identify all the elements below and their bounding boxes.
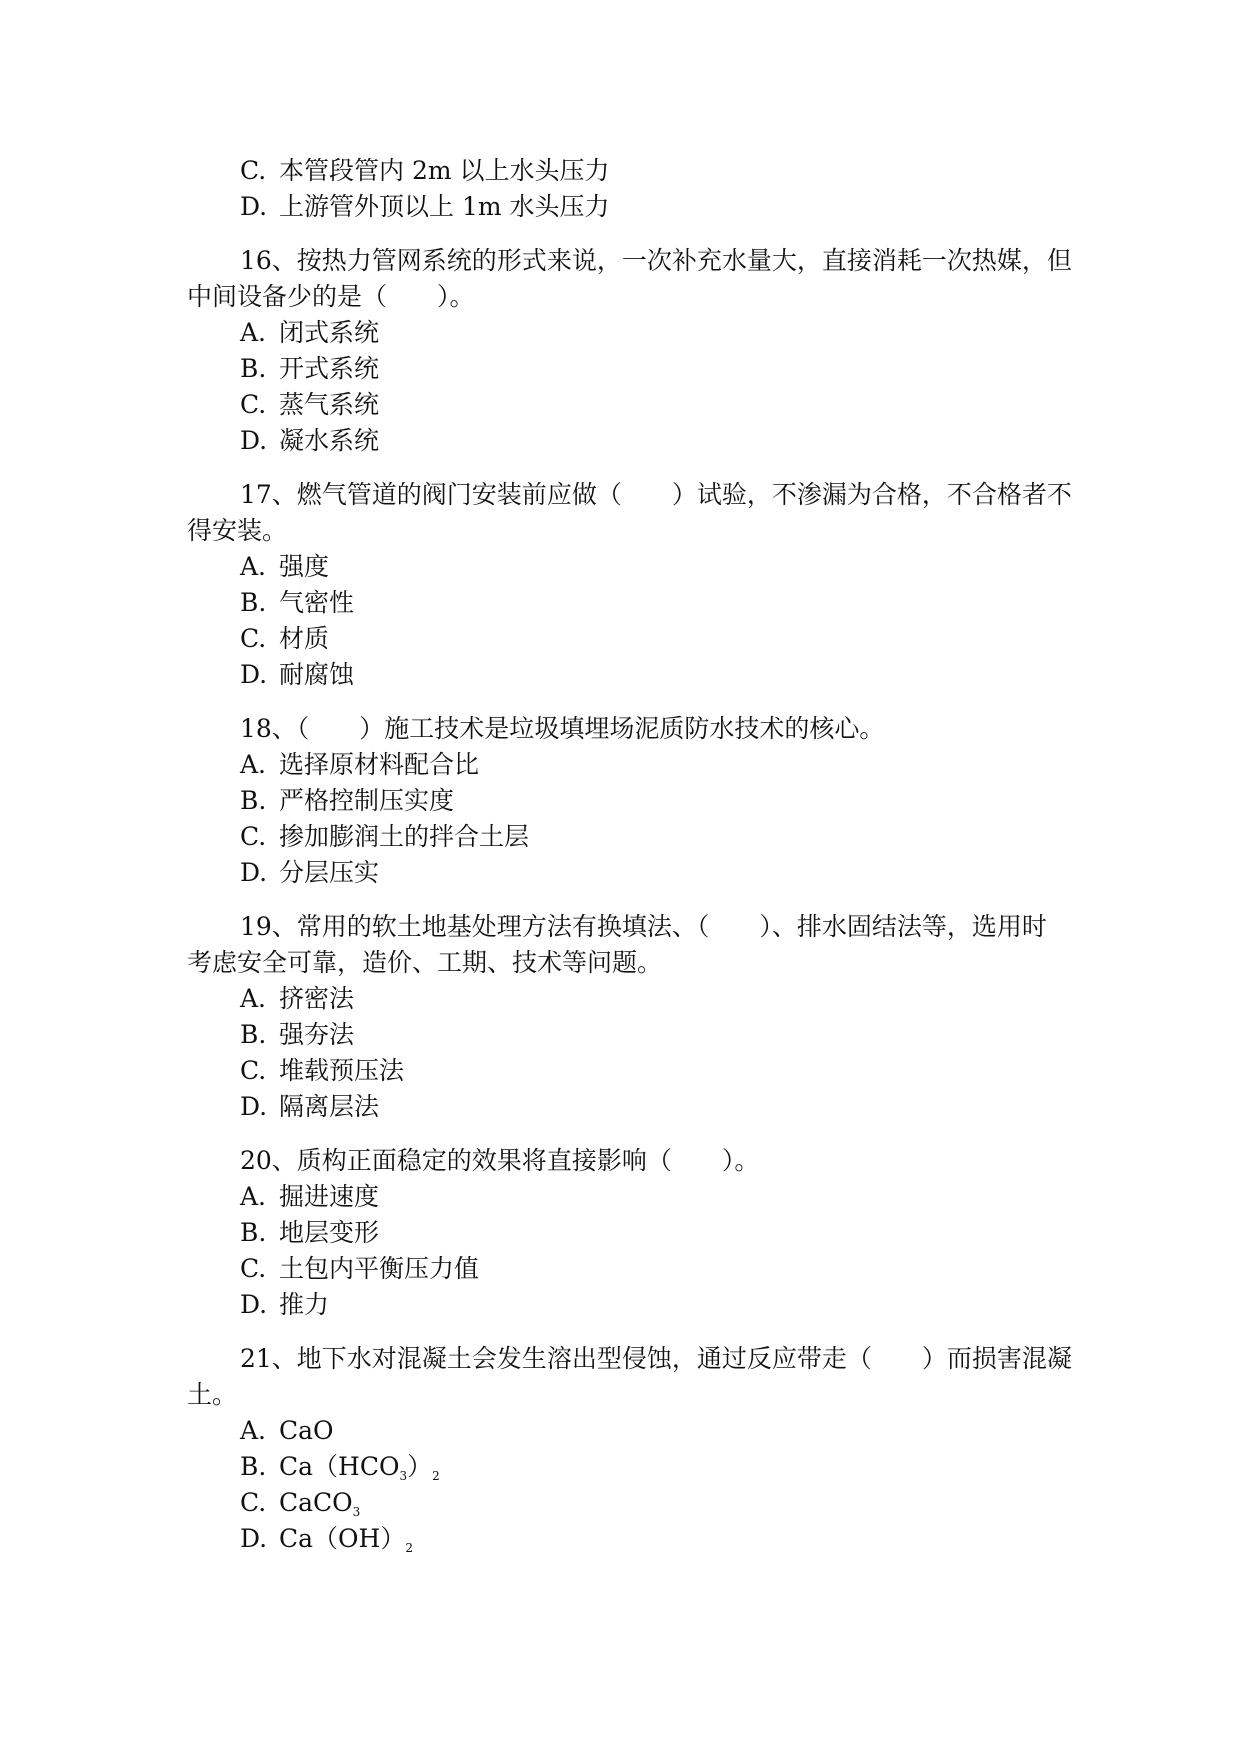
question-stem-line: 土。 xyxy=(187,1380,238,1409)
option-label: B. xyxy=(240,786,267,815)
option-item xyxy=(187,783,1067,819)
option-item xyxy=(187,1179,1067,1215)
option-text: 强度 xyxy=(279,552,330,581)
option-text: 掺加膨润土的拌合土层 xyxy=(279,822,530,851)
option-item xyxy=(187,1485,1067,1521)
continued-options xyxy=(187,153,1067,225)
option-label: C. xyxy=(240,1254,267,1283)
option-label: C. xyxy=(240,156,267,185)
question-20 xyxy=(187,1143,1067,1323)
formula-part: CaCO xyxy=(279,1488,353,1517)
option-label: B. xyxy=(240,1020,267,1049)
option-item xyxy=(187,1017,1067,1053)
option-label: C. xyxy=(240,822,267,851)
option-item xyxy=(187,1449,1067,1485)
option-label: D. xyxy=(240,858,268,887)
option-label: D. xyxy=(240,1092,268,1121)
question-17 xyxy=(187,477,1072,693)
option-item xyxy=(187,351,1067,387)
question-stem-line: 18、（ ）施工技术是垃圾填埋场泥质防水技术的核心。 xyxy=(240,714,885,743)
option-item xyxy=(187,819,1067,855)
option-text xyxy=(279,1488,360,1517)
option-label: A. xyxy=(240,1416,267,1445)
option-text: 推力 xyxy=(279,1290,330,1319)
option-text: 本管段管内 2m 以上水头压力 xyxy=(279,156,610,185)
option-label: A. xyxy=(240,1182,267,1211)
option-item xyxy=(187,549,1067,585)
question-stem-line: 考虑安全可靠，造价、工期、技术等问题。 xyxy=(187,948,663,977)
option-item xyxy=(187,387,1067,423)
formula-subscript: 2 xyxy=(405,1541,413,1555)
formula-subscript: 3 xyxy=(399,1469,408,1483)
question-18 xyxy=(187,711,1067,891)
option-item xyxy=(187,423,1067,459)
option-item xyxy=(187,1251,1067,1287)
option-label: A. xyxy=(240,318,267,347)
option-text: 分层压实 xyxy=(279,858,380,887)
option-text xyxy=(279,1452,440,1481)
option-text: 堆载预压法 xyxy=(279,1056,405,1085)
option-text: 隔离层法 xyxy=(279,1092,380,1121)
option-item xyxy=(187,621,1067,657)
question-21 xyxy=(187,1341,1072,1557)
option-label: B. xyxy=(240,588,267,617)
option-item xyxy=(187,315,1067,351)
formula-subscript: 3 xyxy=(352,1505,361,1519)
option-item xyxy=(187,855,1067,891)
option-text: 上游管外顶以上 1m 水头压力 xyxy=(279,192,610,221)
option-text: 强夯法 xyxy=(279,1020,355,1049)
question-stem-line: 21、地下水对混凝土会发生溶出型侵蚀，通过反应带走（ ）而损害混凝 xyxy=(240,1344,1072,1373)
question-19 xyxy=(187,909,1067,1125)
option-label: A. xyxy=(240,552,267,581)
option-text: CaO xyxy=(279,1416,334,1445)
formula-part: ） xyxy=(407,1452,433,1481)
option-text: 材质 xyxy=(279,624,330,653)
option-label: C. xyxy=(240,390,267,419)
formula-subscript: 2 xyxy=(432,1469,440,1483)
option-label: C. xyxy=(240,1056,267,1085)
option-text: 严格控制压实度 xyxy=(279,786,455,815)
option-label: D. xyxy=(240,660,268,689)
formula-part: Ca（HCO xyxy=(279,1452,400,1481)
option-label: D. xyxy=(240,1524,268,1553)
option-item xyxy=(187,1287,1067,1323)
question-stem-line: 中间设备少的是（ ）。 xyxy=(187,282,475,311)
question-stem-line: 得安装。 xyxy=(187,516,288,545)
question-16 xyxy=(187,243,1072,459)
option-item xyxy=(187,1089,1067,1125)
option-text: 土包内平衡压力值 xyxy=(279,1254,480,1283)
option-text: 闭式系统 xyxy=(279,318,380,347)
option-text: 掘进速度 xyxy=(279,1182,380,1211)
option-item xyxy=(187,1413,1067,1449)
option-label: C. xyxy=(240,1488,267,1517)
option-label: B. xyxy=(240,354,267,383)
option-label: A. xyxy=(240,750,267,779)
option-label: D. xyxy=(240,192,268,221)
option-text: 开式系统 xyxy=(279,354,380,383)
option-item xyxy=(187,1521,1067,1557)
option-label: B. xyxy=(240,1218,267,1247)
option-text: 耐腐蚀 xyxy=(279,660,355,689)
option-label: B. xyxy=(240,1452,267,1481)
option-item xyxy=(187,1215,1067,1251)
option-item xyxy=(187,153,1067,189)
option-text: 选择原材料配合比 xyxy=(279,750,480,779)
option-text: 蒸气系统 xyxy=(279,390,380,419)
question-stem-line: 19、常用的软土地基处理方法有换填法、（ ）、排水固结法等，选用时 xyxy=(240,912,1047,941)
option-label: D. xyxy=(240,1290,268,1319)
question-stem-line: 16、按热力管网系统的形式来说，一次补充水量大，直接消耗一次热媒，但 xyxy=(240,246,1072,275)
document-page xyxy=(187,153,1072,1557)
option-item xyxy=(187,981,1067,1017)
option-item xyxy=(187,657,1067,693)
option-text xyxy=(279,1524,413,1553)
option-label: D. xyxy=(240,426,268,455)
option-item xyxy=(187,585,1067,621)
question-stem-line: 17、燃气管道的阀门安装前应做（ ）试验，不渗漏为合格，不合格者不 xyxy=(240,480,1072,509)
option-label: A. xyxy=(240,984,267,1013)
option-item xyxy=(187,189,1067,225)
option-text: 地层变形 xyxy=(279,1218,380,1247)
option-item xyxy=(187,747,1067,783)
option-text: 凝水系统 xyxy=(279,426,380,455)
formula-part: Ca（OH） xyxy=(279,1524,406,1553)
option-text: 气密性 xyxy=(279,588,355,617)
question-stem-line: 20、质构正面稳定的效果将直接影响（ ）。 xyxy=(240,1146,760,1175)
option-item xyxy=(187,1053,1067,1089)
option-text: 挤密法 xyxy=(279,984,355,1013)
option-label: C. xyxy=(240,624,267,653)
